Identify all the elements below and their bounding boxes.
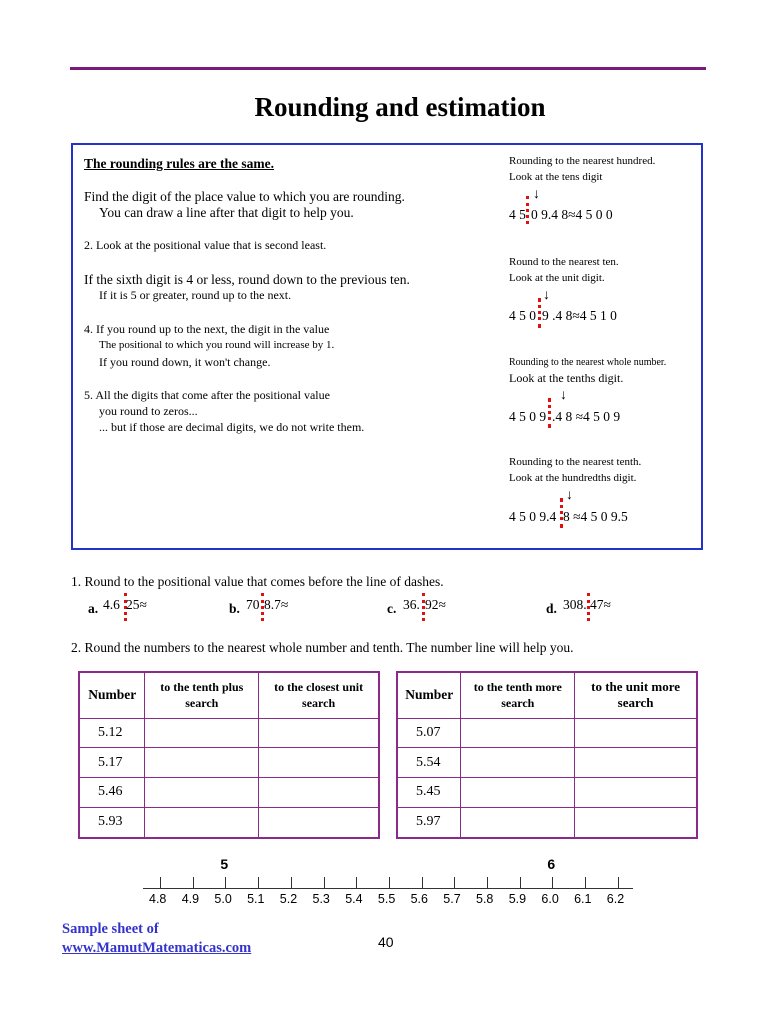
number-line-tick-label: 6.0 xyxy=(541,892,559,906)
answer-cell[interactable] xyxy=(145,778,259,808)
number-line-tick xyxy=(422,877,423,888)
number-line-major-label: 6 xyxy=(547,856,556,872)
answer-cell[interactable] xyxy=(575,807,697,838)
example2-line1: Round to the nearest ten. xyxy=(509,256,619,268)
table-cell-number: 5.45 xyxy=(397,778,461,808)
rule-step5-a: 5. All the digits that come after the positional value xyxy=(84,388,330,402)
number-line-tick xyxy=(618,877,619,888)
number-line-tick-label: 5.0 xyxy=(214,892,232,906)
table-row xyxy=(397,807,697,838)
answer-cell[interactable] xyxy=(461,778,575,808)
rounding-table-2 xyxy=(396,671,698,839)
table-row xyxy=(397,748,697,778)
exercise1-a-label: a. xyxy=(88,601,99,616)
down-arrow-icon: ↓ xyxy=(533,187,540,202)
example3-left: 4 5 0 9 xyxy=(509,409,547,424)
table-header: Number xyxy=(79,672,145,718)
number-line-tick-label: 5.5 xyxy=(377,892,396,906)
number-line-tick xyxy=(356,877,357,888)
rule-step5-b: you round to zeros... xyxy=(99,404,198,418)
answer-cell[interactable] xyxy=(259,748,379,778)
rounding-table-1 xyxy=(78,671,380,839)
number-line-tick-label: 4.9 xyxy=(181,892,200,906)
page-title: Rounding and estimation xyxy=(254,92,546,122)
example4-line2: Look at the hundredths digit. xyxy=(509,472,637,484)
rule-step1-a: Find the digit of the place value to which you are rounding. xyxy=(84,189,405,204)
red-dash-line xyxy=(526,196,529,224)
number-line-tick xyxy=(258,877,259,888)
table-header: to the tenth more search xyxy=(461,672,575,718)
example2-left: 4 5 0 xyxy=(509,308,536,323)
number-line-tick xyxy=(291,877,292,888)
number-line-tick-label: 5.2 xyxy=(279,892,298,906)
example2-right: 9 .4 8≈4 5 1 0 xyxy=(542,308,617,323)
table-cell-number: 5.12 xyxy=(79,718,145,748)
footer-source xyxy=(62,920,269,958)
rule-step4-a: 4. If you round up to the next, the digit in the value xyxy=(84,322,330,336)
rule-step5-c: ... but if those are decimal digits, we do not write them. xyxy=(99,420,365,434)
answer-cell[interactable] xyxy=(259,778,379,808)
number-line-tick-label: 5.4 xyxy=(345,892,363,906)
rule-step3-b: If it is 5 or greater, round up to the next. xyxy=(99,288,292,302)
table-row xyxy=(79,748,379,778)
answer-cell[interactable] xyxy=(461,807,575,838)
rules-heading: The rounding rules are the same. xyxy=(84,156,275,171)
table-header-row xyxy=(397,672,697,718)
table-cell-number: 5.93 xyxy=(79,807,145,838)
down-arrow-icon: ↓ xyxy=(543,288,550,303)
answer-cell[interactable] xyxy=(575,778,697,808)
table-header: to the closest unit search xyxy=(259,672,379,718)
table-row xyxy=(397,778,697,808)
top-divider xyxy=(70,67,706,70)
number-line-tick xyxy=(225,877,226,888)
answer-cell[interactable] xyxy=(145,748,259,778)
table-header: to the tenth plus search xyxy=(145,672,259,718)
answer-cell[interactable] xyxy=(145,807,259,838)
red-dash-line xyxy=(538,298,541,328)
table-row xyxy=(79,778,379,808)
exercise1-c-label: c. xyxy=(387,601,397,616)
example1-line2: Look at the tens digit xyxy=(509,171,603,183)
red-dash-line xyxy=(548,398,551,428)
table-row xyxy=(397,718,697,748)
table-cell-number: 5.54 xyxy=(397,748,461,778)
answer-cell[interactable] xyxy=(575,748,697,778)
rule-step1-b: You can draw a line after that digit to help you. xyxy=(99,205,354,220)
answer-cell[interactable] xyxy=(145,718,259,748)
exercise1-d-left: 308. xyxy=(563,597,587,612)
table-header: Number xyxy=(397,672,461,718)
table-row xyxy=(79,718,379,748)
number-line-tick xyxy=(389,877,390,888)
down-arrow-icon: ↓ xyxy=(560,388,567,403)
exercise1-b-label: b. xyxy=(229,601,240,616)
number-line-tick-label: 4.8 xyxy=(149,892,167,906)
exercise1-b-left: 70 xyxy=(246,597,260,612)
number-line-tick-label: 5.1 xyxy=(247,892,265,906)
rule-step2: 2. Look at the positional value that is second least. xyxy=(84,238,327,252)
number-line-tick-label: 6.2 xyxy=(606,892,625,906)
exercise1-b-right: 8.7≈ xyxy=(264,597,289,612)
table-cell-number: 5.97 xyxy=(397,807,461,838)
footer-website-link[interactable]: www.MamutMatematicas.com xyxy=(62,940,252,956)
number-line-tick-label: 6.1 xyxy=(574,892,592,906)
example4-left: 4 5 0 9.4 xyxy=(509,509,557,524)
example1-left: 4 5 xyxy=(509,207,526,222)
number-line-tick-label: 5.6 xyxy=(410,892,428,906)
number-line-tick xyxy=(160,877,161,888)
table-header: to the unit more search xyxy=(575,672,697,718)
table-cell-number: 5.17 xyxy=(79,748,145,778)
table-row xyxy=(79,807,379,838)
number-line-tick xyxy=(324,877,325,888)
example3-line1: Rounding to the nearest whole number. xyxy=(509,357,667,368)
exercise1-d-right: 47≈ xyxy=(590,597,611,612)
number-line-major-label: 5 xyxy=(220,856,229,872)
answer-cell[interactable] xyxy=(461,718,575,748)
number-line-tick xyxy=(552,877,553,888)
exercise2-prompt: 2. Round the numbers to the nearest whole number and tenth. The number line will help you. xyxy=(71,640,574,655)
number-line-tick-label: 5.8 xyxy=(476,892,494,906)
footer-line1: Sample sheet of xyxy=(62,921,159,937)
rule-step4-c: If you round down, it won't change. xyxy=(99,355,271,369)
answer-cell[interactable] xyxy=(259,807,379,838)
number-line-tick-label: 5.7 xyxy=(443,892,461,906)
number-line-axis xyxy=(143,888,633,889)
answer-cell[interactable] xyxy=(461,748,575,778)
table-cell-number: 5.07 xyxy=(397,718,461,748)
exercise1-c-right: 92≈ xyxy=(425,597,446,612)
number-line-tick-label: 5.3 xyxy=(312,892,330,906)
number-line-tick xyxy=(487,877,488,888)
example4-right: 8 ≈4 5 0 9.5 xyxy=(563,509,628,524)
table-cell-number: 5.46 xyxy=(79,778,145,808)
example3-line2: Look at the tenths digit. xyxy=(509,371,624,385)
answer-cell[interactable] xyxy=(259,718,379,748)
down-arrow-icon: ↓ xyxy=(566,488,573,503)
number-line-tick-label: 5.9 xyxy=(508,892,527,906)
number-line-tick xyxy=(585,877,586,888)
table-header-row xyxy=(79,672,379,718)
answer-cell[interactable] xyxy=(575,718,697,748)
exercise1-c-left: 36. xyxy=(403,597,420,612)
exercise1-a-left: 4.6 xyxy=(103,597,120,612)
rule-step3-a: If the sixth digit is 4 or less, round down to the previous ten. xyxy=(84,272,410,287)
rule-step4-b: The positional to which you round will increase by 1. xyxy=(99,339,335,351)
example3-right: .4 8 ≈4 5 0 9 xyxy=(552,409,621,424)
number-line-tick xyxy=(454,877,455,888)
page-number: 40 xyxy=(378,934,394,950)
example1-right: 0 9.4 8≈4 5 0 0 xyxy=(531,207,613,222)
example1-line1: Rounding to the nearest hundred. xyxy=(509,155,656,167)
exercise1-a-right: 25≈ xyxy=(126,597,147,612)
example4-line1: Rounding to the nearest tenth. xyxy=(509,456,642,468)
number-line-tick xyxy=(193,877,194,888)
number-line-tick xyxy=(520,877,521,888)
exercise1-d-label: d. xyxy=(546,601,557,616)
example2-line2: Look at the unit digit. xyxy=(509,272,605,284)
exercise1-prompt: 1. Round to the positional value that comes before the line of dashes. xyxy=(71,574,444,589)
